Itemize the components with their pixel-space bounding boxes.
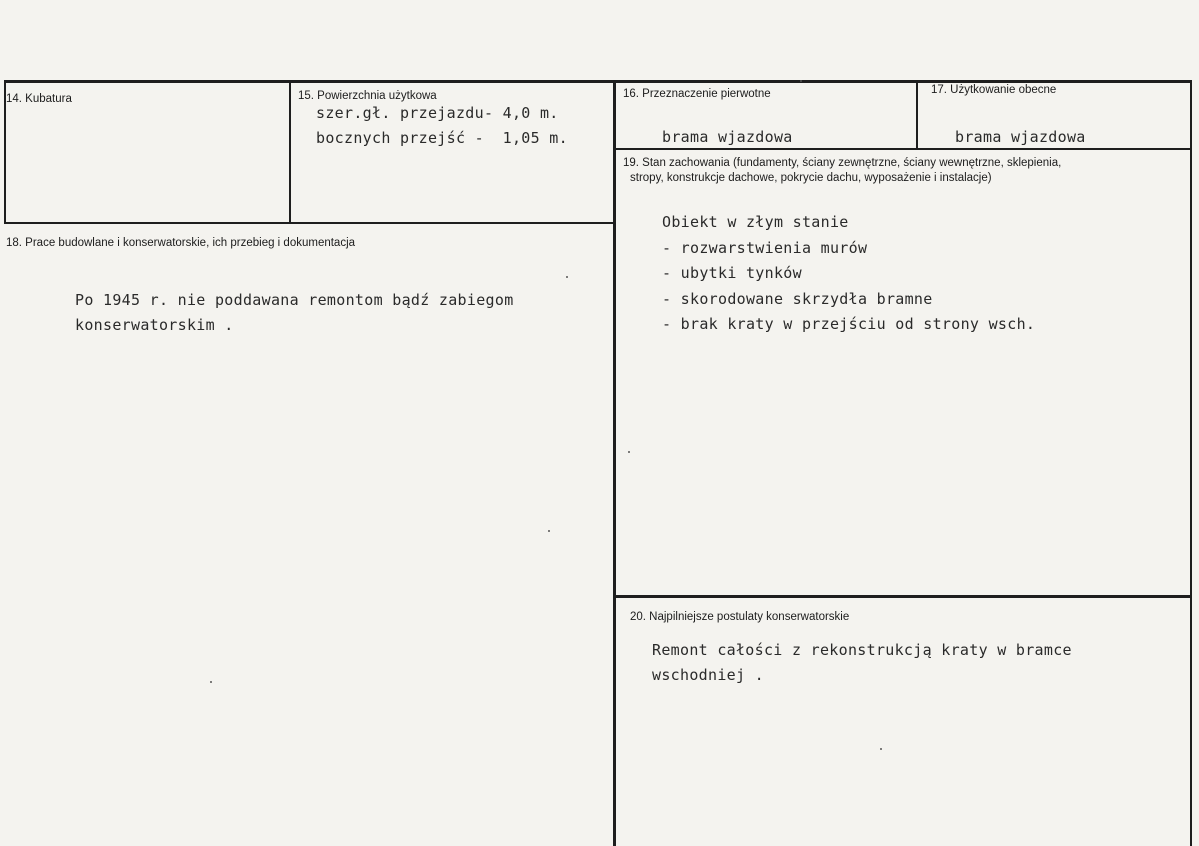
field-20-label: 20. Najpilniejsze postulaty konserwatorskie: [630, 611, 850, 623]
field-15-line-1: szer.gł. przejazdu- 4,0 m.: [316, 104, 559, 122]
field-19-label-line-1: 19. Stan zachowania (fundamenty, ściany zewnętrzne, ściany wewnętrzne, sklepienia,: [623, 157, 1062, 169]
divider-center: [613, 80, 616, 846]
field-17-label: 17. Użytkowanie obecne: [931, 84, 1057, 96]
field-19-line-4: - skorodowane skrzydła bramne: [662, 290, 933, 308]
paper-speck: [566, 276, 568, 278]
divider-14-15: [289, 80, 291, 224]
field-16-label: 16. Przeznaczenie pierwotne: [623, 88, 771, 100]
field-14-label: 14. Kubatura: [6, 93, 72, 105]
field-19-line-3: - ubytki tynków: [662, 264, 802, 282]
field-20-line-1: Remont całości z rekonstrukcją kraty w bramce: [652, 641, 1072, 659]
paper-speck: [628, 451, 630, 453]
right-rule: [1190, 80, 1192, 846]
field-19-line-1: Obiekt w złym stanie: [662, 213, 849, 231]
rule-below-15: [4, 222, 614, 224]
field-19-line-2: - rozwarstwienia murów: [662, 239, 868, 257]
field-15-label: 15. Powierzchnia użytkowa: [298, 90, 437, 102]
paper-speck: [880, 748, 882, 750]
field-15-line-2: bocznych przejść - 1,05 m.: [316, 129, 568, 147]
paper-speck: [548, 530, 550, 532]
paper-speck: [210, 681, 212, 683]
field-19-line-5: - brak kraty w przejściu od strony wsch.: [662, 315, 1036, 333]
field-18-label: 18. Prace budowlane i konserwatorskie, ich przebieg i dokumentacja: [6, 237, 356, 249]
paper-speck: [800, 80, 802, 82]
field-20-line-2: wschodniej .: [652, 666, 764, 684]
field-18-line-2: konserwatorskim .: [75, 316, 234, 334]
divider-16-17: [916, 80, 918, 150]
field-17-value: brama wjazdowa: [955, 128, 1086, 146]
field-18-line-1: Po 1945 r. nie poddawana remontom bądź zabiegom: [75, 291, 514, 309]
rule-below-19: [614, 595, 1192, 598]
field-19-label-line-2: stropy, konstrukcje dachowe, pokrycie dachu, wyposażenie i instalacje): [630, 172, 992, 184]
field-16-value: brama wjazdowa: [662, 128, 793, 146]
